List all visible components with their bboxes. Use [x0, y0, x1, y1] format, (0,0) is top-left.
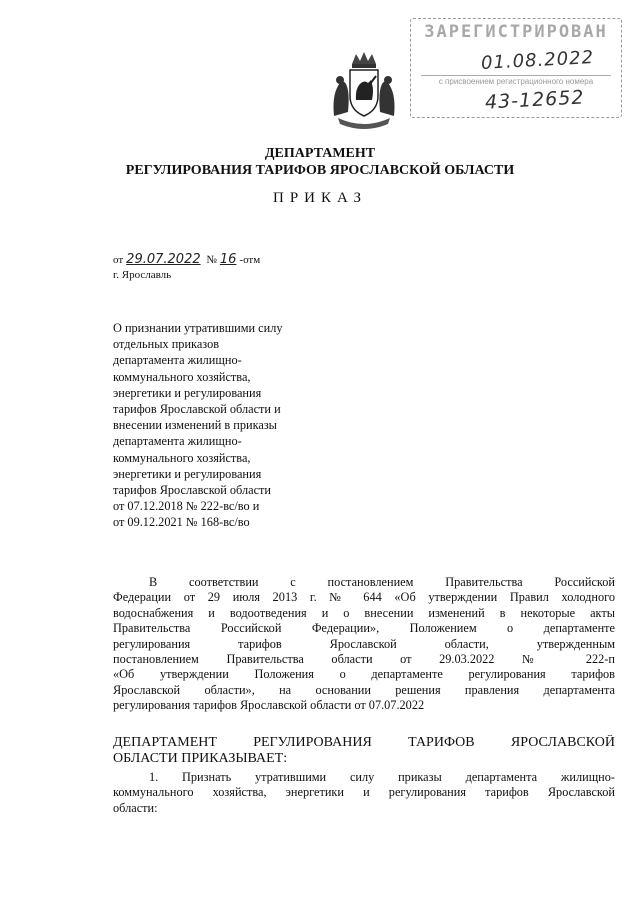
department-line-2: РЕГУЛИРОВАНИЯ ТАРИФОВ ЯРОСЛАВСКОЙ ОБЛАСТИ — [125, 163, 515, 178]
item-1-line: области: — [113, 800, 158, 815]
order-number: 16 — [219, 252, 237, 267]
order-subject — [113, 320, 343, 531]
preamble-line: водоснабжения и водоотведения и о внесении изменений в некоторые акты — [113, 605, 615, 620]
coat-of-arms-icon — [328, 50, 400, 132]
preamble-line: Ярославской области», на основании решения правления департамента — [113, 682, 615, 697]
stamp-caption: с присвоением регистрационного номера — [438, 77, 594, 86]
stamp-title: ЗАРЕГИСТРИРОВАН — [424, 22, 608, 42]
subject-line: департамента жилищно- — [113, 353, 242, 368]
preamble-line: регулирования тарифов Ярославской области, утвержденным — [113, 636, 615, 651]
department-line-1: ДЕПАРТАМЕНТ — [264, 146, 376, 161]
preamble-line: регулирования тарифов Ярославской области от 07.07.2022 — [113, 698, 425, 713]
resolution — [113, 735, 615, 767]
resolution-line: ОБЛАСТИ ПРИКАЗЫВАЕТ: — [113, 751, 288, 766]
stamp-date: 01.08.2022 — [480, 47, 595, 74]
stamp-number: 43-12652 — [484, 86, 585, 114]
subject-line: тарифов Ярославской области — [113, 483, 272, 498]
order-date-number — [113, 252, 260, 267]
registration-stamp — [410, 18, 622, 118]
resolution-line: ДЕПАРТАМЕНТ РЕГУЛИРОВАНИЯ ТАРИФОВ ЯРОСЛАВСКОЙ — [113, 735, 615, 750]
subject-line: внесении изменений в приказы — [113, 418, 277, 433]
item-1 — [113, 770, 615, 816]
subject-line: тарифов Ярославской области и — [113, 402, 281, 417]
city: г. Ярославль — [113, 269, 172, 281]
subject-line: от 07.12.2018 № 222-вс/во и — [113, 499, 260, 514]
subject-line: энергетики и регулирования — [113, 385, 262, 400]
stamp-divider — [421, 75, 611, 76]
preamble-line: «Об утверждении Положения о департаменте регулирования тарифов — [113, 667, 615, 682]
subject-line: отдельных приказов — [113, 337, 220, 352]
item-1-line: 1. Признать утратившими силу приказы департамента жилищно- — [149, 770, 615, 784]
subject-line: коммунального хозяйства, — [113, 369, 251, 384]
preamble-line: Правительства Российской Федерации», Положением о департаменте — [113, 621, 615, 636]
order-suffix: -отм — [239, 254, 261, 266]
subject-line: департамента жилищно- — [113, 434, 242, 449]
from-prefix: от — [113, 254, 124, 266]
subject-line: коммунального хозяйства, — [113, 450, 251, 465]
preamble-line: Федерации от 29 июля 2013 г. № 644 «Об утверждении Правил холодного — [113, 590, 615, 605]
preamble — [113, 575, 615, 714]
order-title: ПРИКАЗ — [273, 190, 367, 206]
item-1-line: коммунального хозяйства, энергетики и регулирования тарифов Ярославской — [113, 785, 615, 800]
preamble-line: В соответствии с постановлением Правительства Российской — [149, 575, 615, 589]
preamble-line: постановлением Правительства области от 29.03.2022 № 222-п — [113, 652, 615, 667]
number-sign: № — [206, 254, 217, 266]
subject-line: от 09.12.2021 № 168-вс/во — [113, 515, 250, 530]
subject-line: энергетики и регулирования — [113, 466, 262, 481]
subject-line: О признании утратившими силу — [113, 321, 283, 335]
order-date: 29.07.2022 — [126, 252, 201, 267]
